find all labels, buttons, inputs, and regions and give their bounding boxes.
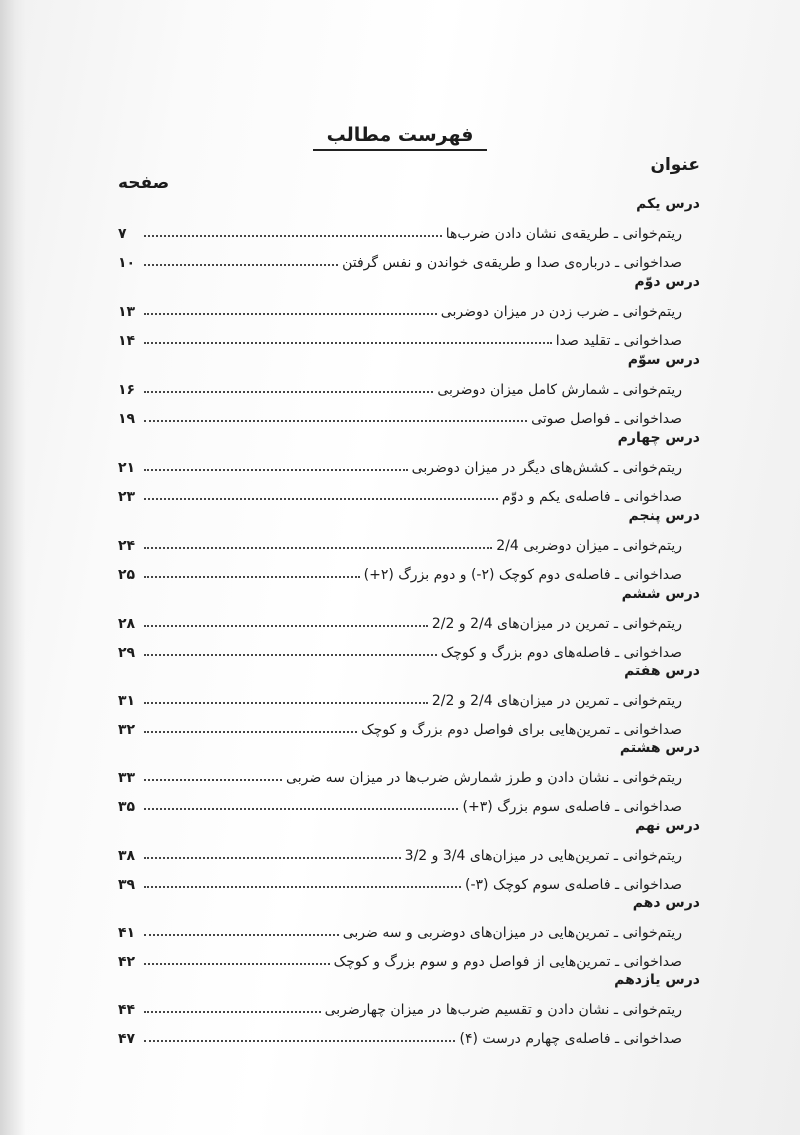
toc-entry-page-number: ۳۳ [118,770,136,786]
toc-entry [118,456,682,476]
toc-entry-page-number: ۴۴ [118,1002,136,1018]
toc-entry [118,407,682,427]
toc-entry-title: ریتم‌خوانی ـ تمرین در میزان‌های 2/4 و 2/2 [431,616,682,632]
toc-entry [118,873,682,893]
lesson-heading: درس هفتم [624,663,700,679]
toc-entry [118,921,682,941]
toc-entry-page-number: ۳۹ [118,877,136,893]
dot-leader [144,263,338,266]
dot-leader [144,234,442,237]
page-title-text: فهرست مطالب [313,124,488,151]
toc-entry-page-number: ۱۹ [118,411,136,427]
dot-leader [144,856,401,859]
dot-leader [144,1039,455,1042]
toc-entry [118,844,682,864]
toc-entry [118,766,682,786]
toc-entry-page-number: ۴۱ [118,925,136,941]
toc-entry-page-number: ۱۴ [118,333,136,349]
toc-entry-page-number: ۱۳ [118,304,136,320]
lesson-heading: درس یکم [636,196,700,212]
page-column-label: صفحه [118,173,170,193]
lesson-heading: درس نهم [635,818,700,834]
toc-entry-title: ریتم‌خوانی ـ ضرب زدن در میزان دوضربی [440,304,682,320]
dot-leader [144,575,360,578]
toc-entry-page-number: ۳۲ [118,722,136,738]
dot-leader [144,730,357,733]
dot-leader [144,933,339,936]
toc-entry-page-number: ۳۵ [118,799,136,815]
toc-entry [118,329,682,349]
toc-entry-page-number: ۴۷ [118,1031,136,1047]
dot-leader [144,468,408,471]
toc-entry [118,641,682,661]
toc-entry [118,612,682,632]
lesson-heading: درس هشتم [619,740,700,756]
toc-entry-title: ریتم‌خوانی ـ تمرین‌هایی در میزان‌های دوضربی و سه ضربی [342,925,682,941]
lesson-heading: درس دوّم [634,274,700,290]
toc-entry-page-number: ۲۹ [118,645,136,661]
lesson-heading: درس دهم [632,895,700,911]
toc-entry-title: ریتم‌خوانی ـ نشان دادن و تقسیم ضرب‌ها در میزان چهارضربی [324,1002,682,1018]
page-title [0,124,800,151]
dot-leader [144,419,527,422]
toc-entry-title: صداخوانی ـ تقلید صدا [555,333,682,349]
toc-entry [118,950,682,970]
toc-entry [118,485,682,505]
toc-entry-title: صداخوانی ـ فاصله‌ی سوم بزرگ (۳+) [462,799,682,815]
toc-entry-page-number: ۳۱ [118,693,136,709]
dot-leader [144,653,437,656]
toc-entry-title: صداخوانی ـ فاصله‌های دوم بزرگ و کوچک [440,645,682,661]
toc-entry-title: صداخوانی ـ فاصله‌ی دوم کوچک (۲-) و دوم بزرگ (۲+) [363,567,682,583]
toc-entry [118,689,682,709]
dot-leader [144,962,330,965]
lesson-heading: درس سوّم [627,352,700,368]
toc-entry-title: ریتم‌خوانی ـ تمرین در میزان‌های 2/4 و 2/2 [431,693,682,709]
toc-entry-title: ریتم‌خوانی ـ نشان دادن و طرز شمارش ضرب‌ها در میزان سه ضربی [286,770,682,786]
toc-entry-title: ریتم‌خوانی ـ تمرین‌هایی در میزان‌های 3/4 و 3/2 [404,848,682,864]
toc-entry-title: صداخوانی ـ فاصله‌ی چهارم درست (۴) [459,1031,682,1047]
toc-entry [118,563,682,583]
lesson-heading: درس پنجم [628,508,700,524]
dot-leader [144,701,428,704]
dot-leader [144,341,552,344]
toc-entry-title: صداخوانی ـ فاصله‌ی سوم کوچک (۳-) [465,877,682,893]
toc-entry [118,718,682,738]
toc-entry-title: صداخوانی ـ فواصل صوتی [531,411,682,427]
dot-leader [144,1010,321,1013]
toc-entry-page-number: ۱۶ [118,382,136,398]
dot-leader [144,624,428,627]
dot-leader [144,312,437,315]
toc-entry [118,1027,682,1047]
topic-column-label: عنوان [650,155,700,175]
dot-leader [144,546,492,549]
toc-entry [118,251,682,271]
toc-entry [118,998,682,1018]
toc-entry-title: صداخوانی ـ تمرین‌هایی از فواصل دوم و سوم بزرگ و کوچک [333,954,682,970]
toc-entry-title: ریتم‌خوانی ـ کشش‌های دیگر در میزان دوضربی [411,460,682,476]
toc-entry-title: صداخوانی ـ درباره‌ی صدا و طریقه‌ی خواندن و نفس گرفتن [342,255,682,271]
toc-entry-page-number: ۴۲ [118,954,136,970]
toc-entry-title: صداخوانی ـ فاصله‌ی یکم و دوّم [501,489,682,505]
toc-entry-page-number: ۷ [118,226,127,242]
toc-entry [118,378,682,398]
toc-entry [118,534,682,554]
toc-entry-title: ریتم‌خوانی ـ شمارش کامل میزان دوضربی [437,382,682,398]
page-edge-shadow [0,0,26,1135]
toc-entry-page-number: ۱۰ [118,255,136,271]
dot-leader [144,885,461,888]
toc-entry-page-number: ۲۵ [118,567,136,583]
toc-entry-page-number: ۲۸ [118,616,136,632]
dot-leader [144,390,433,393]
toc-entry [118,795,682,815]
toc-entry-page-number: ۳۸ [118,848,136,864]
dot-leader [144,778,282,781]
dot-leader [144,807,458,810]
lesson-heading: درس یازدهم [614,972,700,988]
toc-entry-title: ریتم‌خوانی ـ میزان دوضربی 2/4 [496,538,682,554]
dot-leader [144,497,498,500]
toc-entry [118,300,682,320]
lesson-heading: درس ششم [621,586,700,602]
toc-entry-title: ریتم‌خوانی ـ طریقه‌ی نشان دادن ضرب‌ها [445,226,682,242]
toc-entry-page-number: ۲۳ [118,489,136,505]
toc-entry-page-number: ۲۴ [118,538,136,554]
toc-entry-title: صداخوانی ـ تمرین‌هایی برای فواصل دوم بزرگ و کوچک [361,722,682,738]
toc-entry [118,222,682,242]
lesson-heading: درس چهارم [617,430,700,446]
toc-entry-page-number: ۲۱ [118,460,136,476]
